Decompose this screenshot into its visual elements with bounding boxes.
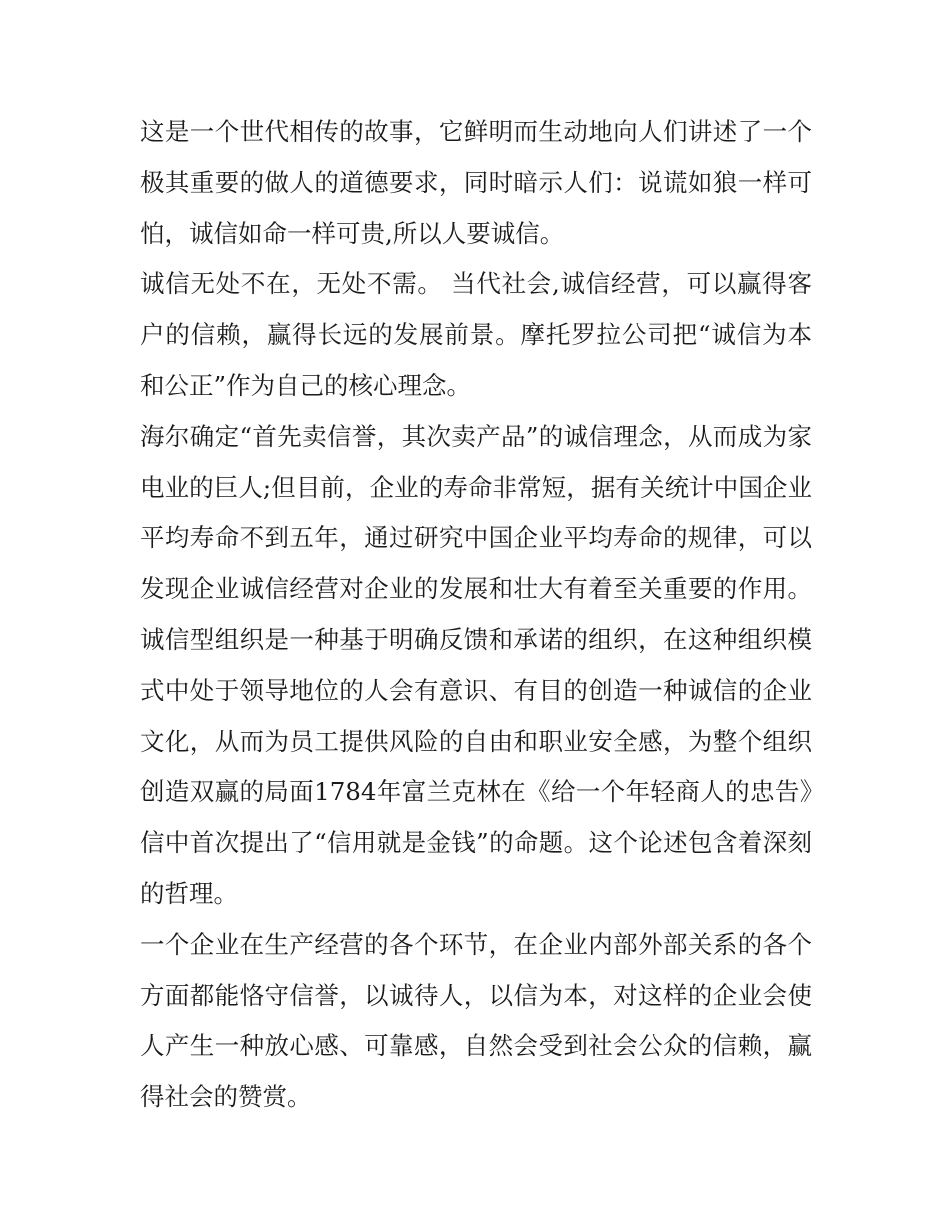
paragraph-3: 海尔确定“首先卖信誉，其次卖产品”的诚信理念，从而成为家电业的巨人;但目前，企业的寿命非常短，据有关统计中国企业平均寿命不到五年，通过研究中国企业平均寿命的规律，可以发现企业诚信经营对企业的发展和壮大有着至关重要的作用。诚信型组织是一种基于明确反馈和承诺的组织，在这种组织模式中处于领导地位的人会有意识、有目的创造一种诚信的企业文化，从而为员工提供风险的自由和职业安全感，为整个组织创造双赢的局面1784年富兰克林在《给一个年轻商人的忠告》信中首次提出了“信用就是金钱”的命题。这个论述包含着深刻的哲理。 [140, 421, 812, 908]
document-body [140, 107, 812, 1123]
paragraph-1: 这是一个世代相传的故事，它鲜明而生动地向人们讲述了一个极其重要的做人的道德要求，同时暗示人们：说谎如狼一样可怕，诚信如命一样可贵,所以人要诚信。 [140, 117, 812, 248]
paragraph-2: 诚信无处不在，无处不需。 当代社会,诚信经营，可以赢得客户的信赖，赢得长远的发展前景。摩托罗拉公司把“诚信为本和公正”作为自己的核心理念。 [140, 269, 812, 400]
paragraph-4: 一个企业在生产经营的各个环节，在企业内部外部关系的各个方面都能恪守信誉，以诚待人，以信为本，对这样的企业会使人产生一种放心感、可靠感，自然会受到社会公众的信赖，赢得社会的赞赏。 [140, 929, 812, 1112]
